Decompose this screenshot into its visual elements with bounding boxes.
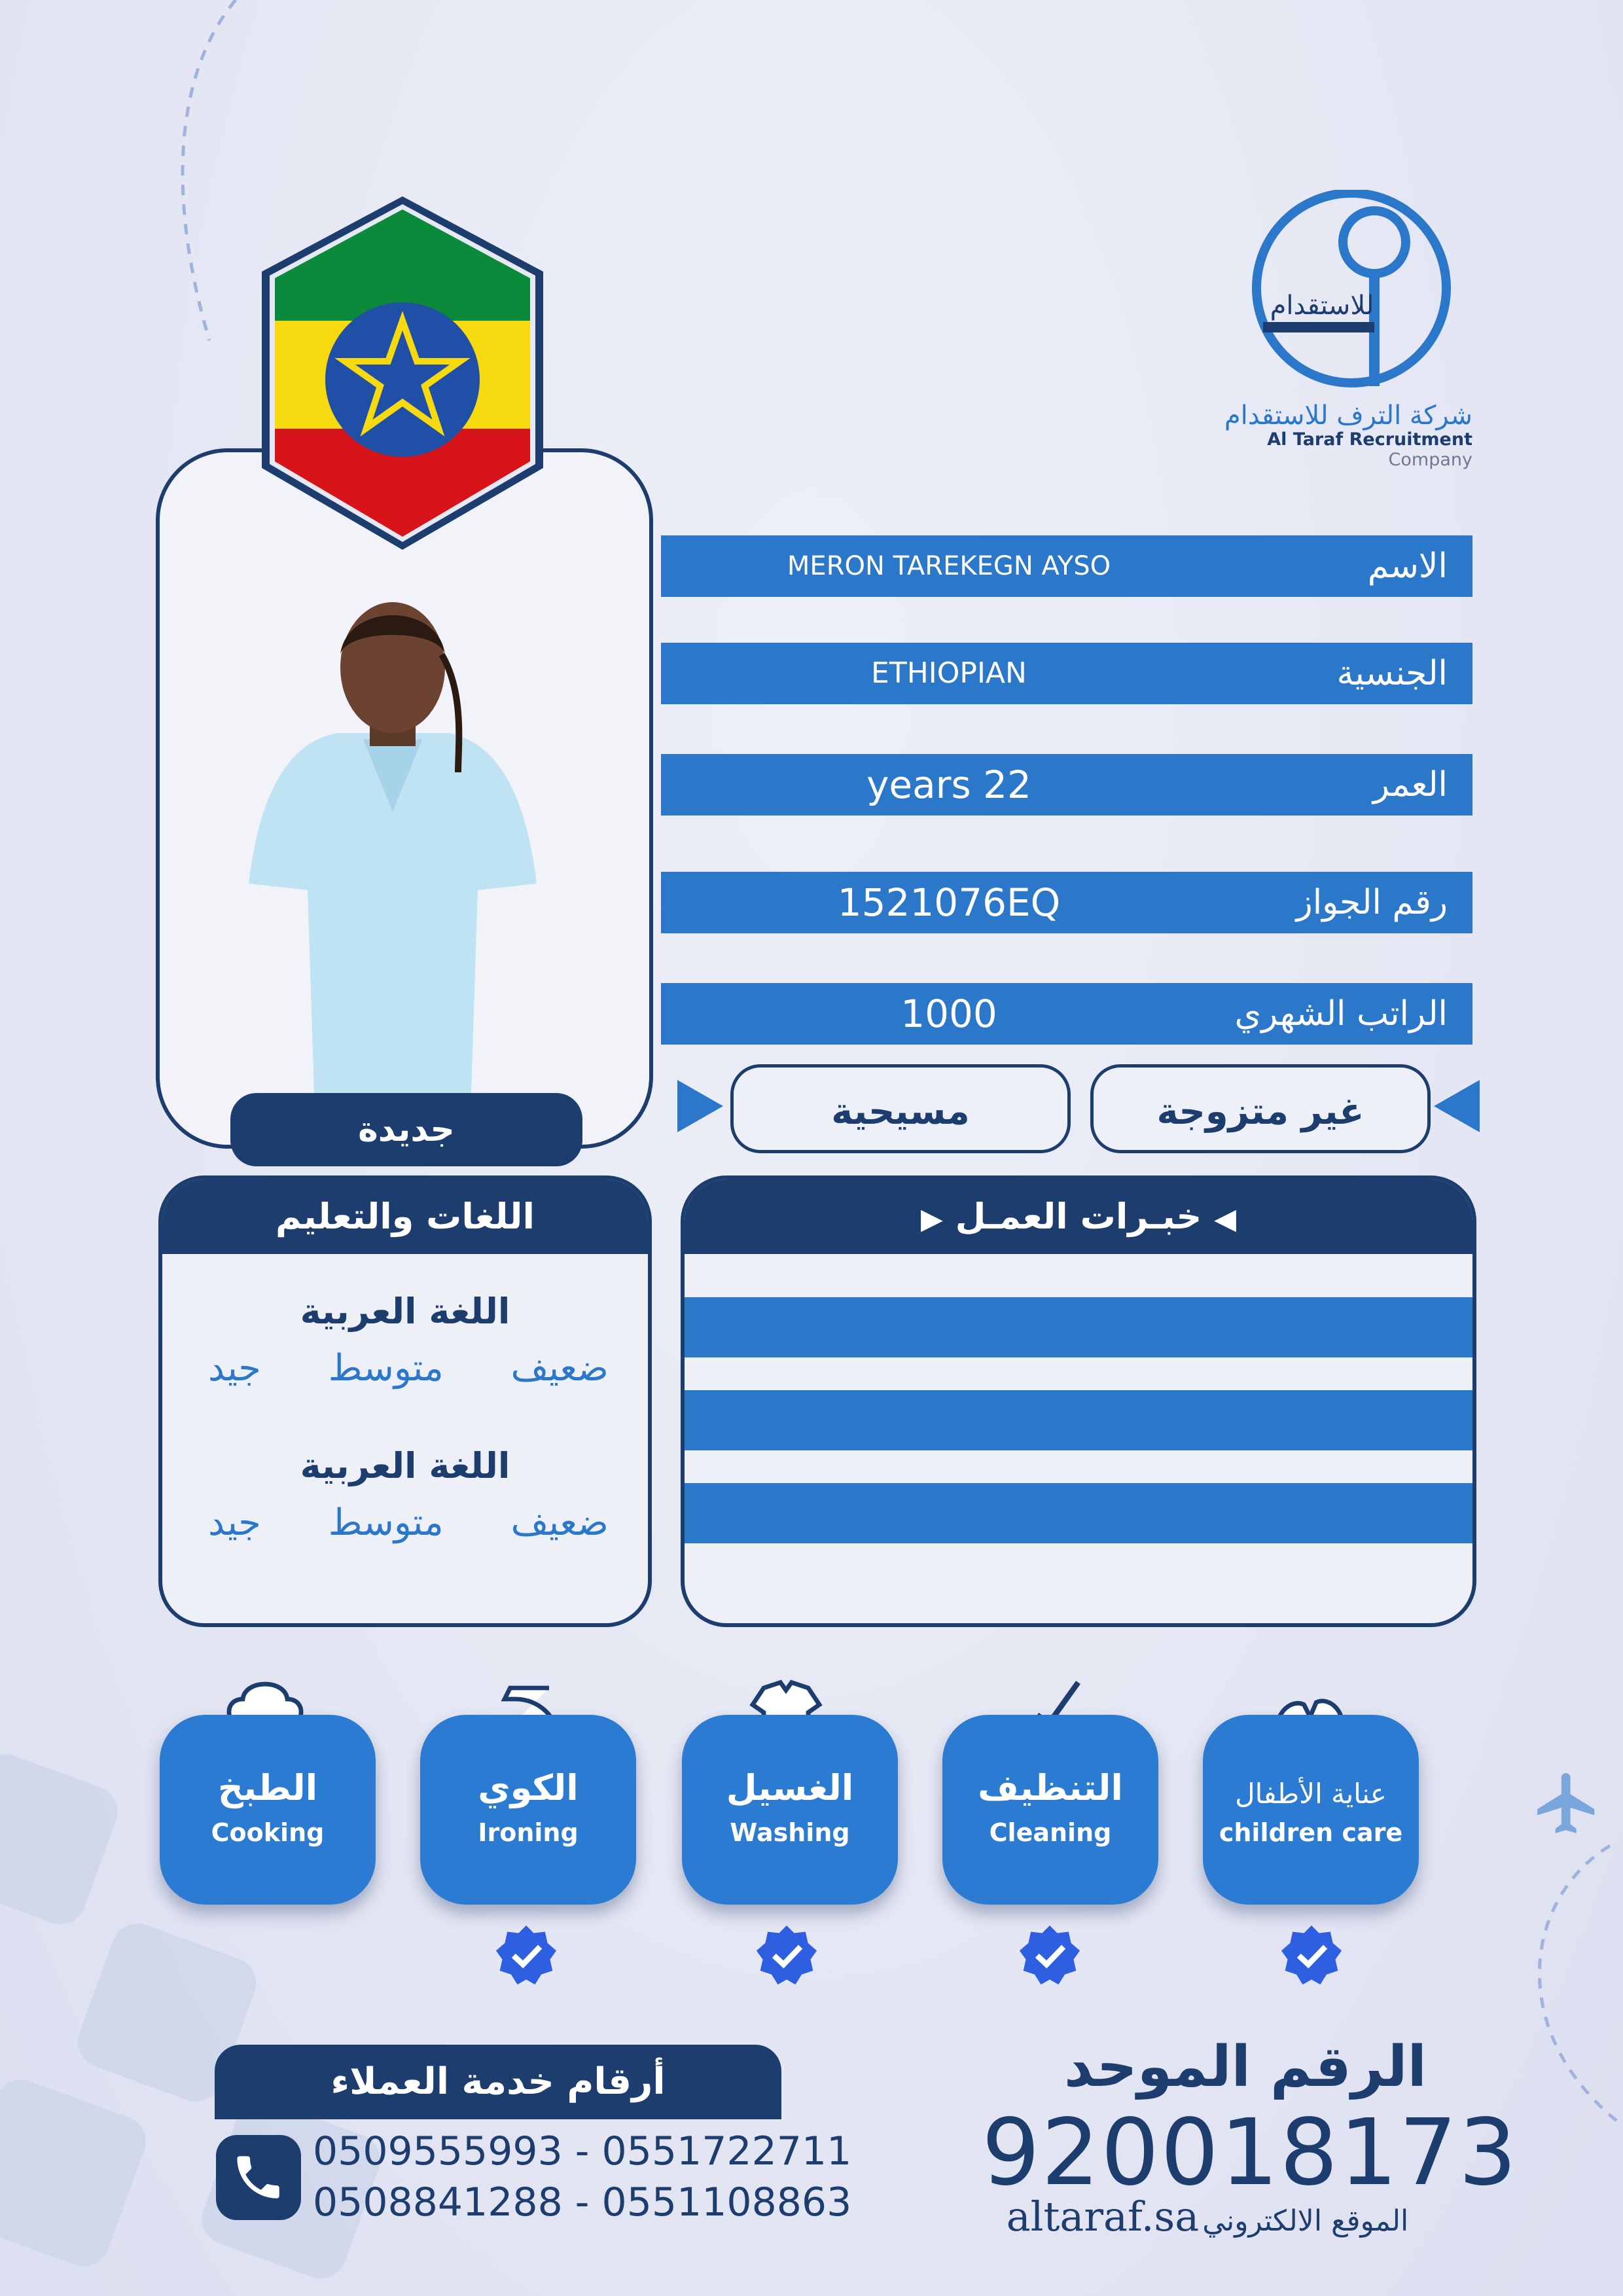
service-numbers-line2[interactable]: 0508841288 - 0551108863 bbox=[313, 2179, 852, 2225]
website-row bbox=[982, 2193, 1433, 2240]
skill-label-en: Cleaning bbox=[989, 1818, 1112, 1847]
phone-glyph bbox=[216, 2135, 301, 2220]
website-url[interactable]: altaraf.sa bbox=[1006, 2193, 1200, 2240]
info-row-name bbox=[661, 535, 1472, 597]
service-numbers-line1[interactable]: 0509555993 - 0551722711 bbox=[313, 2128, 852, 2174]
skill-label-ar: التنظيف bbox=[978, 1767, 1123, 1808]
candidate-photo bbox=[223, 576, 563, 1093]
info-value: 1000 bbox=[901, 992, 997, 1036]
languages-title: اللغات والتعليم bbox=[162, 1179, 648, 1254]
marital-status-tag: غير متزوجة bbox=[1090, 1064, 1431, 1153]
check-badge-icon bbox=[755, 1924, 818, 1987]
level-good: جيد bbox=[208, 1347, 261, 1390]
info-row-age bbox=[661, 754, 1472, 816]
level-weak: ضعيف bbox=[510, 1347, 609, 1390]
info-label: الراتب الشهري bbox=[1234, 994, 1448, 1033]
experience-row bbox=[685, 1297, 1472, 1357]
info-value: MERON TAREKEGN AYSO bbox=[787, 551, 1111, 581]
info-row-salary bbox=[661, 983, 1472, 1045]
company-name-en-bold: Al Taraf Recruitment bbox=[1267, 429, 1472, 450]
level-good: جيد bbox=[208, 1501, 261, 1544]
info-value: years 22 bbox=[866, 762, 1031, 807]
info-value: 1521076EQ bbox=[837, 880, 1061, 925]
unified-number-title: الرقم الموحد bbox=[1064, 2034, 1427, 2100]
info-value: ETHIOPIAN bbox=[871, 656, 1027, 690]
skill-cleaning bbox=[942, 1715, 1158, 1905]
arrow-right-icon bbox=[674, 1080, 726, 1132]
check-badge-icon bbox=[1280, 1924, 1343, 1987]
company-name-en-light: Company bbox=[1388, 450, 1472, 470]
logo-text: للاستقدام bbox=[1270, 291, 1374, 321]
skill-label-ar: الطبخ bbox=[217, 1767, 318, 1808]
phone-icon bbox=[216, 2135, 301, 2220]
unified-number[interactable]: 920018173 bbox=[982, 2100, 1518, 2206]
language-name: اللغة العربية bbox=[300, 1291, 510, 1332]
skill-cooking bbox=[160, 1715, 376, 1905]
status-badge: جديدة bbox=[230, 1093, 582, 1166]
skill-label-ar: عناية الأطفال bbox=[1235, 1778, 1387, 1810]
skill-label-en: children care bbox=[1219, 1818, 1403, 1847]
company-logo bbox=[1243, 190, 1459, 406]
info-row-passport bbox=[661, 872, 1472, 933]
skill-children-care bbox=[1203, 1715, 1419, 1905]
info-label: العمر bbox=[1372, 765, 1448, 804]
company-name-en bbox=[1178, 429, 1472, 470]
experience-title: خبـرات العمـل bbox=[955, 1196, 1202, 1237]
company-name-ar: شركة الترف للاستقدام bbox=[1224, 401, 1472, 431]
ethiopia-flag bbox=[239, 190, 566, 563]
religion-tag: مسيحية bbox=[730, 1064, 1071, 1153]
level-weak: ضعيف bbox=[510, 1501, 609, 1544]
experience-header bbox=[685, 1179, 1472, 1254]
arrow-right-icon: ▶ bbox=[920, 1202, 943, 1236]
level-medium: متوسط bbox=[328, 1347, 444, 1390]
info-label: الجنسية bbox=[1336, 654, 1448, 693]
skill-label-en: Washing bbox=[730, 1818, 850, 1847]
website-label: الموقع الالكتروني bbox=[1202, 2204, 1409, 2238]
skill-washing bbox=[682, 1715, 898, 1905]
skill-label-ar: الغسيل bbox=[726, 1767, 854, 1808]
language-levels bbox=[208, 1347, 609, 1390]
arrow-left-icon: ◀ bbox=[1214, 1202, 1237, 1236]
skill-label-en: Cooking bbox=[211, 1818, 325, 1847]
skill-label-en: Ironing bbox=[478, 1818, 579, 1847]
experience-row bbox=[685, 1483, 1472, 1543]
languages-panel bbox=[158, 1175, 652, 1627]
info-label: الاسم bbox=[1367, 547, 1448, 586]
check-badge-icon bbox=[495, 1924, 558, 1987]
skill-label-ar: الكوي bbox=[478, 1767, 579, 1808]
experience-panel bbox=[681, 1175, 1476, 1627]
arrow-left-icon bbox=[1431, 1080, 1483, 1132]
check-badge-icon bbox=[1018, 1924, 1081, 1987]
info-row-nationality bbox=[661, 643, 1472, 704]
skill-ironing bbox=[420, 1715, 636, 1905]
level-medium: متوسط bbox=[328, 1501, 444, 1544]
customer-service-title: أرقام خدمة العملاء bbox=[215, 2045, 781, 2119]
language-name: اللغة العربية bbox=[300, 1445, 510, 1486]
info-label: رقم الجواز bbox=[1296, 883, 1448, 922]
language-levels bbox=[208, 1501, 609, 1544]
experience-row bbox=[685, 1390, 1472, 1450]
airplane-icon bbox=[1531, 1767, 1603, 1839]
